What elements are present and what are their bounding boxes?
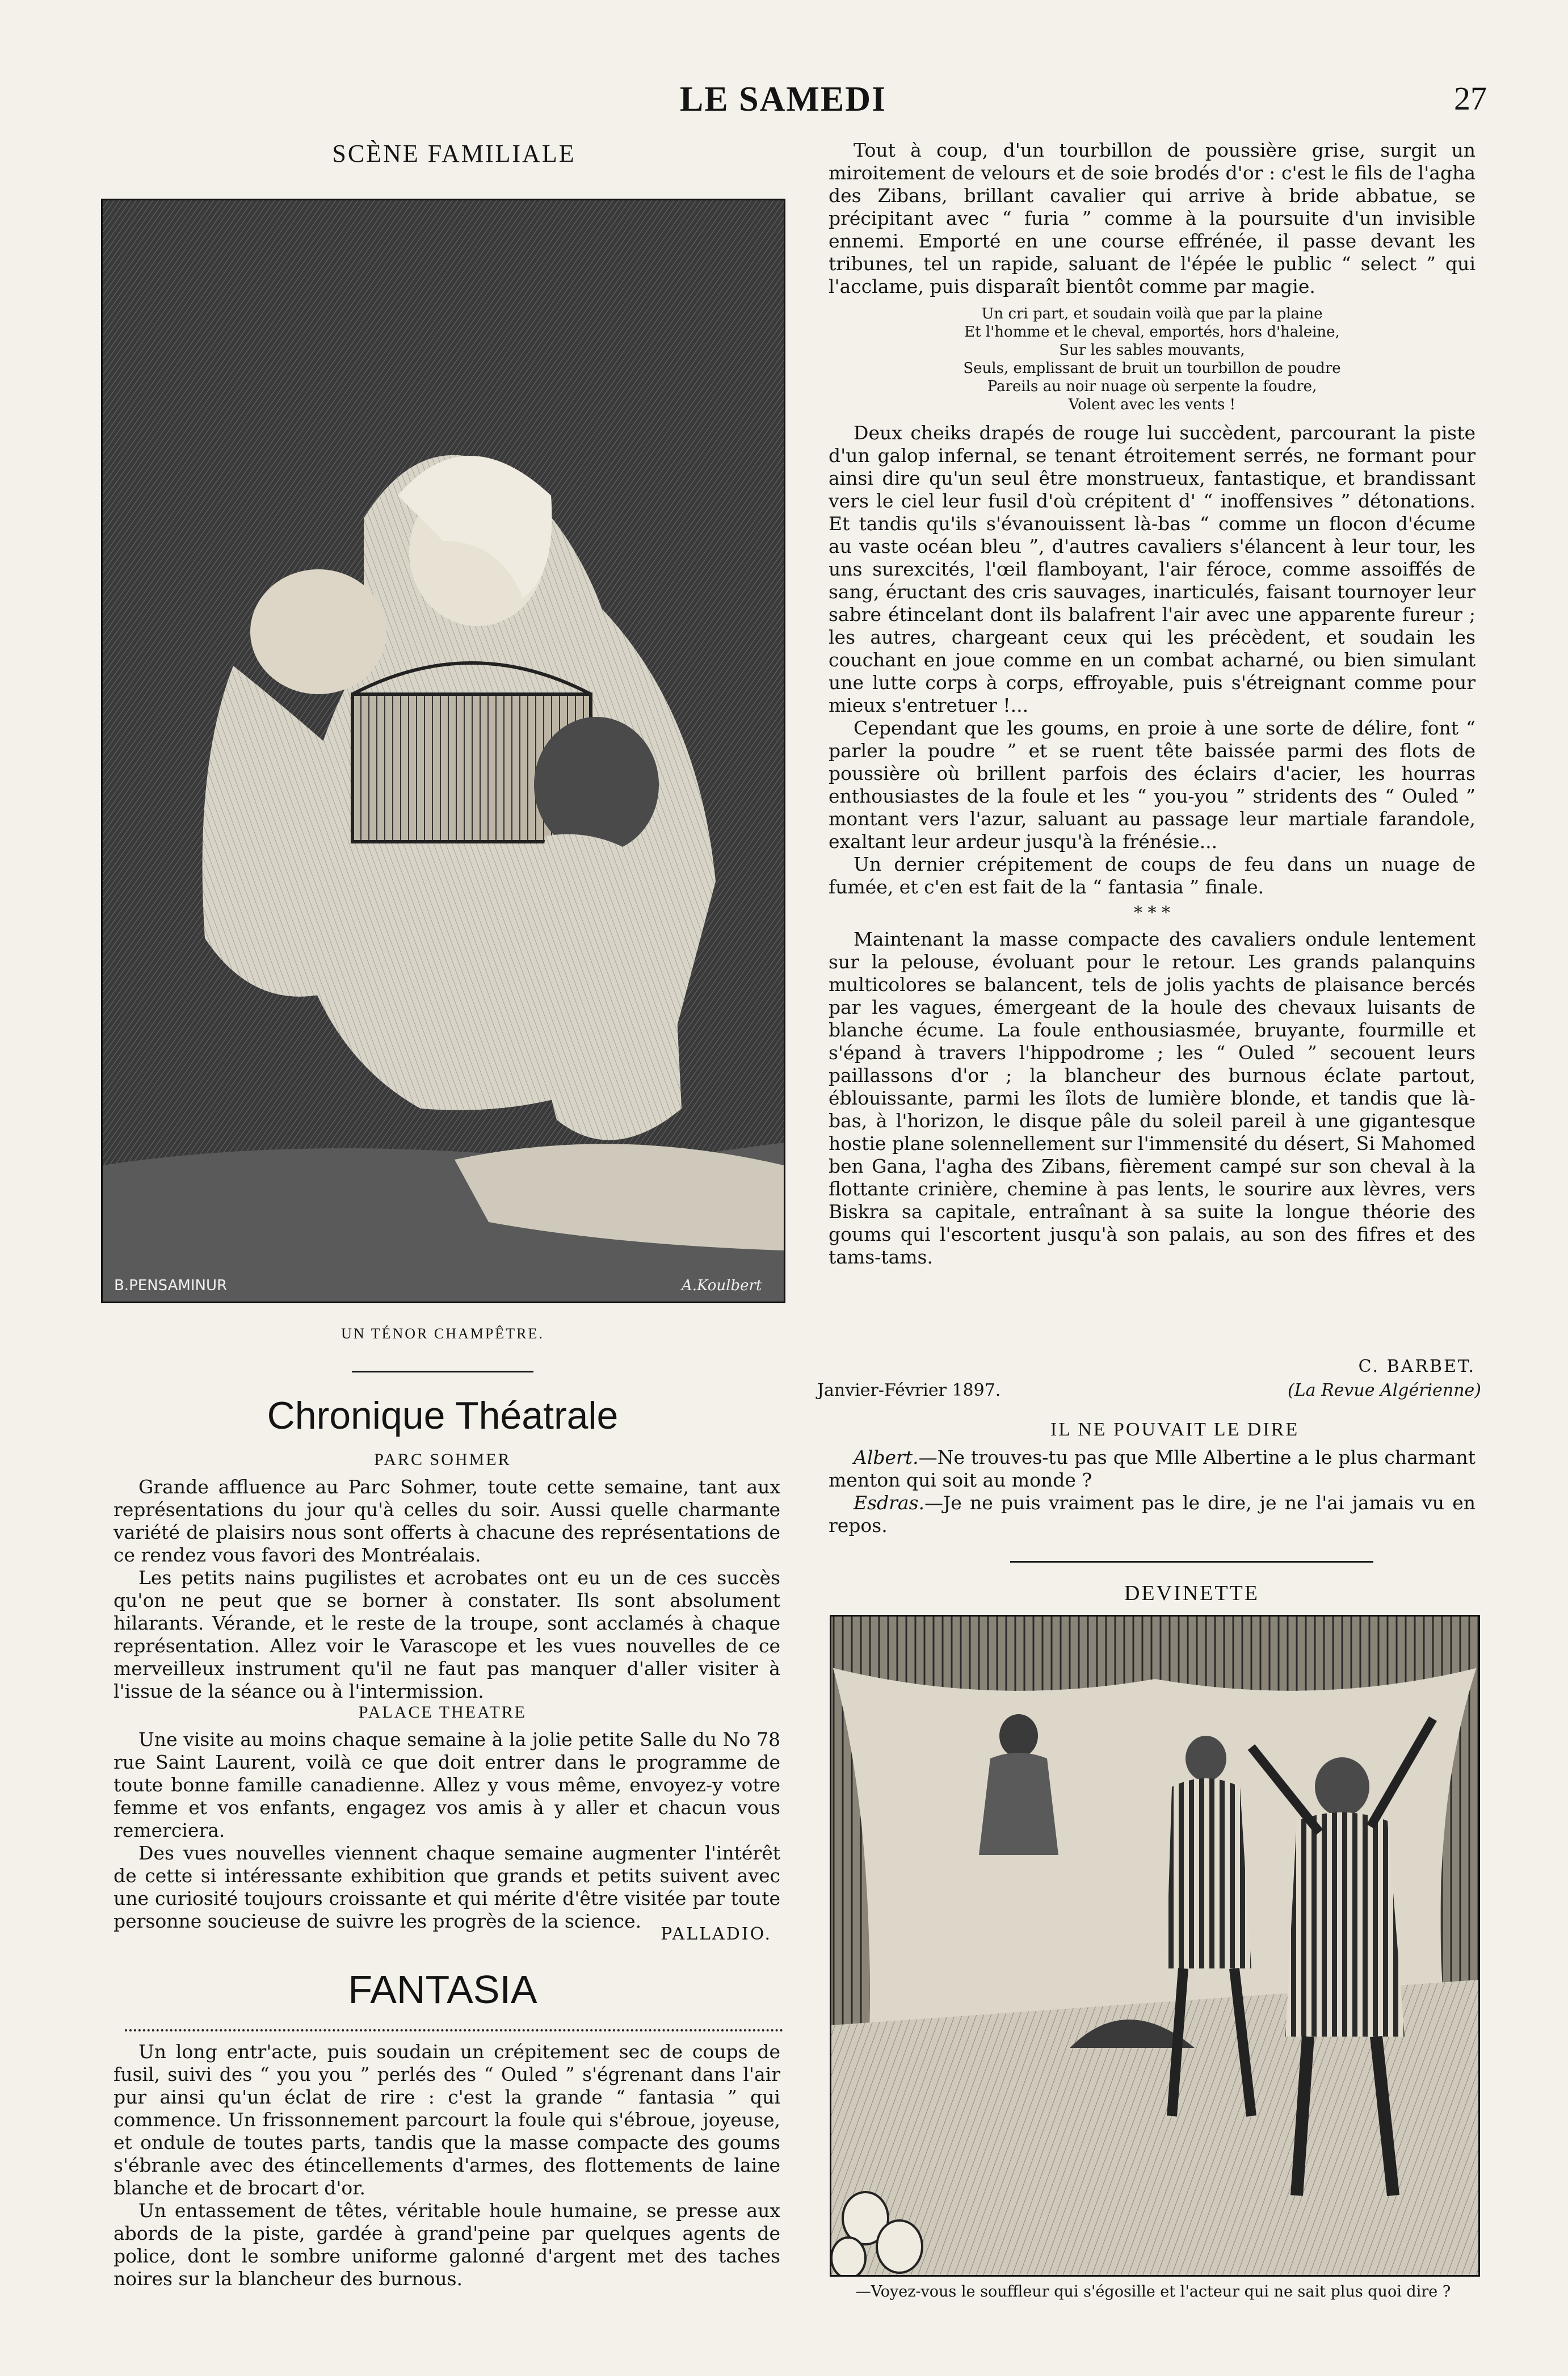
fantasia-body-right [829, 139, 1475, 1269]
artist-signature-right: A.Koulbert [682, 1277, 762, 1294]
engraver-signature-left: B.PENSAMINUR [114, 1277, 228, 1294]
paragraph: Cependant que les goums, en proie à une sorte de délire, font “ parler la poudre ” et se ruent tête baissée parmi des flots de poussière où brillent parfois des éclairs d'acier, les hourras enthousiastes de la foule et les “ you-you ” stridents des “ Ouled ” montant vers l'azur, saluant au passage leur martiale farandole, exaltant leur ardeur jusqu'à la frénésie... [829, 717, 1475, 853]
separator-rule [1010, 1561, 1373, 1563]
devinette-illustration [830, 1615, 1480, 2277]
dialogue-line-2 [829, 1492, 1475, 1537]
paragraph: Des vues nouvelles viennent chaque semaine augmenter l'intérêt de cette si intéressante exhibition que grands et petits suivent avec une curiosité toujours croissante et qui mérite d'être visitée par toute personne soucieuse de suivre les progrès de la science. [113, 1842, 780, 1932]
verse-line: Un cri part, et soudain voilà que par la plaine [981, 305, 1323, 322]
chronique-signature: PALLADIO. [661, 1924, 772, 1944]
parc-sohmer-body [113, 1476, 780, 1703]
verse-line: Et l'homme et le cheval, emportés, hors d'haleine, [964, 324, 1340, 341]
paragraph: Un dernier crépitement de coups de feu dans un nuage de fumée, et c'en est fait de la “ fantasia ” finale. [829, 853, 1475, 898]
fantasia-body-left [113, 2041, 780, 2290]
verse-line: Seuls, emplissant de bruit un tourbillon de poudre [963, 360, 1341, 377]
theatre-cartoon-image [831, 1617, 1478, 2275]
verse-line: Sur les sables mouvants, [1059, 342, 1245, 359]
paragraph: Les petits nains pugilistes et acrobates ont eu un de ces succès qu'on ne peut que se borner à constater. Ils sont absolument hilarants. Vérande, et le reste de la troupe, sont acclamés à chaque représentation. Allez voir le Varascope et les vues nouvelles de ce merveilleux instrument qu'il ne faut pas manquer d'aller visiter à l'issue de la séance ou à l'intermission. [113, 1567, 780, 1702]
fantasia-source: (La Revue Algérienne) [1288, 1380, 1481, 1400]
paragraph: Deux cheiks drapés de rouge lui succèdent, parcourant la piste d'un galop infernal, se tenant étroitement serrés, ne formant pour ainsi dire qu'un seul être monstrueux, fantastique, et brandissant vers le ciel leur fusil d'où crépitent d' “ inoffensives ” détonations. Et tandis qu'ils s'évanouissent là-bas “ comme un flocon d'écume au vaste océan bleu ”, d'autres cavaliers s'élancent à leur tour, les uns surexcités, l'œil flamboyant, l'air féroce, comme assoiffés de sang, éructant des cris sauvages, inarticulés, faisant tournoyer leur sabre étincelant dont ils balafrent l'air avec une apparente fureur ; les autres, chargeant ceux qui les précèdent, et soudain les couchant en joue comme en un combat acharné, ou bien simulant une lutte corps à corps, effroyable, puis s'étreignant comme pour mieux s'entretuer !... [829, 422, 1475, 716]
fantasia-author: C. BARBET. [1358, 1357, 1475, 1376]
palace-theatre-heading: PALACE THEATRE [358, 1703, 527, 1722]
palace-theatre-body [113, 1728, 780, 1933]
paragraph: Un long entr'acte, puis soudain un crépitement sec de coups de fusil, suivi des “ you you ” perlés des “ Ouled ” s'égrenant dans l'air pur ainsi qu'un éclat de rire : c'est la grande “ fantasia ” qui commence. Un frissonnement parcourt la foule qui s'ébroue, joyeuse, et ondule de toutes parts, tandis que la masse compacte des goums s'ébranle avec des étincellements d'armes, des flottements de laine blanche et de brocart d'or. [113, 2041, 780, 2199]
speaker-esdras: Esdras. [854, 1492, 925, 1514]
dialogue-text: —Je ne puis vraiment pas le dire, je ne l'ai jamais vu en repos. [829, 1492, 1475, 1537]
separator-rule [352, 1371, 533, 1372]
chronique-title: Chronique Théatrale [267, 1394, 619, 1437]
parc-sohmer-heading: PARC SOHMER [374, 1450, 511, 1469]
dialogue-text: —Ne trouves-tu pas que Mlle Albertine a le plus charmant menton qui soit au monde ? [829, 1446, 1475, 1491]
speaker-albert: Albert. [854, 1446, 919, 1468]
scene-illustration [101, 199, 785, 1303]
paragraph: Maintenant la masse compacte des cavaliers ondule lentement sur la pelouse, évoluant pour le retour. Les grands palanquins multicolores se balancent, tels de jolis yachts de plaisance bercés par les vagues, émergeant de la houle des chevaux luisants de blanche écume. La foule enthousiasmée, bruyante, fourmille et s'épand à travers l'hippodrome ; les “ Ouled ” secouent leurs paillassons d'or ; la blancheur des burnous éclate partout, éblouissante, parmi les îlots de lumière blonde, et tandis que là-bas, à l'horizon, le disque pâle du soleil pareil à une gigantesque hostie plane solennellement sur l'immensité du désert, Si Mahomed ben Gana, l'agha des Zibans, fièrement campé sur son cheval à la flottante crinière, chemine à pas lents, le sourire aux lèvres, vers Biskra sa capitale, entraînant à sa suite la longue théorie des goums qui l'escortent jusqu'à son palais, au son des fifres et des tams-tams. [829, 928, 1475, 1268]
dialogue-line-1 [829, 1446, 1475, 1492]
il-ne-pouvait-body [829, 1446, 1475, 1537]
scene-caption: UN TÉNOR CHAMPÊTRE. [341, 1325, 544, 1342]
paragraph: Un entassement de têtes, véritable houle humaine, se presse aux abords de la piste, gardée à grand'peine par quelques agents de police, dont le sombre uniforme galonné d'argent met des taches noires sur la blancheur des burnous. [113, 2199, 780, 2290]
page-number: 27 [1454, 80, 1487, 117]
paragraph: Tout à coup, d'un tourbillon de poussière grise, surgit un miroitement de velours et de soie brodés d'or : c'est le fils de l'agha des Zibans, brillant cavalier qui arrive à bride abbatue, se précipitant avec “ furia ” comme à la poursuite d'un invisible ennemi. Emporté en une course effrénée, il passe devant les tribunes, tel un rapide, saluant de l'épée le public “ select ” qui l'acclame, puis disparaît bientôt comme par magie. [829, 139, 1475, 297]
devinette-title: DEVINETTE [1124, 1581, 1260, 1605]
scene-title: SCÈNE FAMILIALE [332, 140, 576, 167]
paragraph: Grande affluence au Parc Sohmer, toute cette semaine, tant aux représentations du jour qu'à celles du soir. Aussi quelle charmante variété de plaisirs nous sont offerts à chacune des représentations de ce rendez vous favori des Montréalais. [113, 1476, 780, 1566]
devinette-caption: —Voyez-vous le souffleur qui s'égosille et l'acteur qui ne sait plus quoi dire ? [855, 2283, 1451, 2301]
fantasia-date: Janvier-Février 1897. [817, 1380, 1001, 1400]
dotted-rule [125, 2029, 783, 2031]
verse-line: Volent avec les vents ! [1068, 396, 1236, 413]
engraving-mother-children-image [103, 200, 784, 1302]
asterism: * * * [1133, 903, 1171, 923]
fantasia-title: FANTASIA [348, 1967, 537, 2012]
verse-line: Pareils au noir nuage où serpente la foudre, [987, 378, 1317, 395]
newspaper-title: LE SAMEDI [679, 80, 887, 119]
il-ne-pouvait-title: IL NE POUVAIT LE DIRE [1050, 1419, 1300, 1440]
verse-block [829, 305, 1475, 414]
paragraph: Une visite au moins chaque semaine à la jolie petite Salle du No 78 rue Saint Laurent, voilà ce que doit entrer dans le programme de toute bonne famille canadienne. Allez y vous même, envoyez-y votre femme et vos enfants, engagez vos amis à y aller et chacun vous remerciera. [113, 1728, 780, 1841]
